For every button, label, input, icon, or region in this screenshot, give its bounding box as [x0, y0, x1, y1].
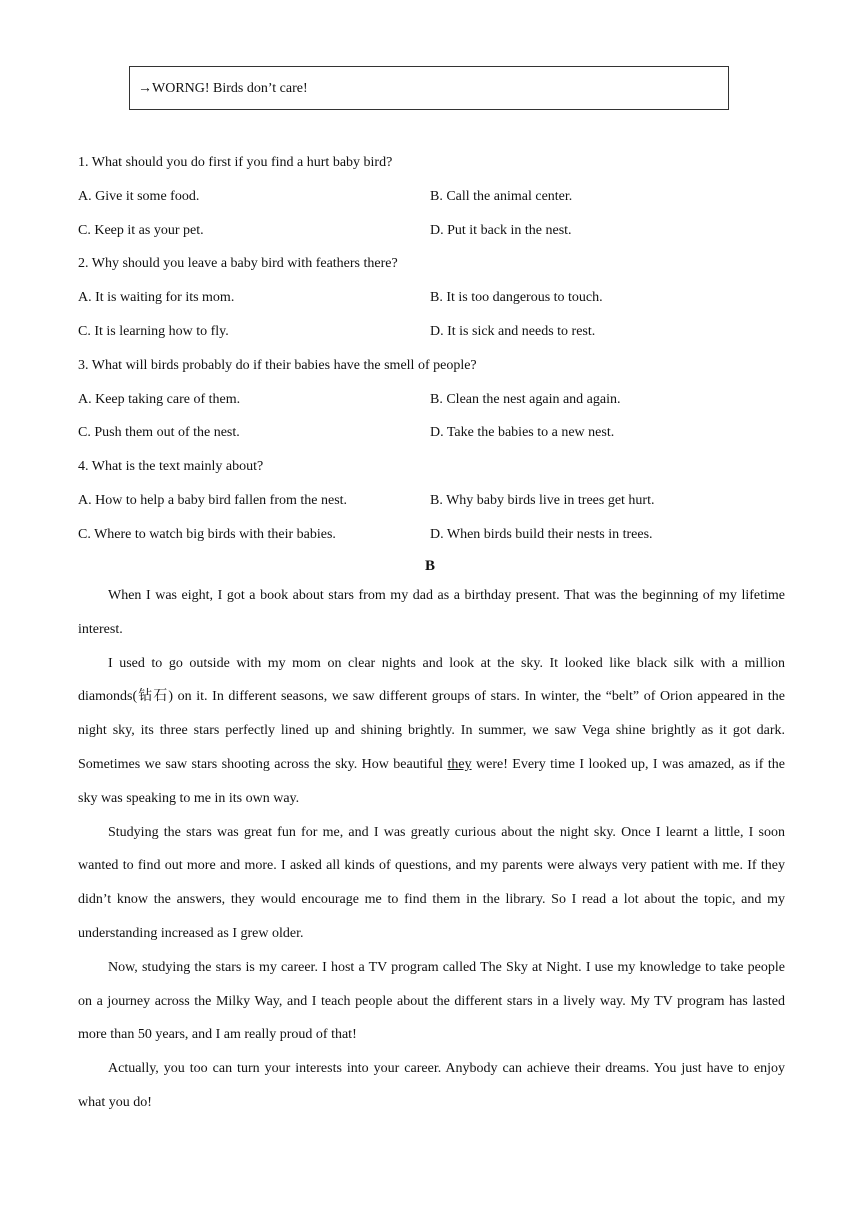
- option-row: [78, 383, 788, 417]
- option-d: D. When birds build their nests in trees.: [430, 526, 653, 542]
- paragraph-text: I used to go outside with my mom on clear nights and look at the sky. It looked like black silk with a million diamonds(钻石) on it. In different seasons, we saw different groups of stars. In winter, the “belt” of Orion appeared in the night sky, its three stars perfectly lined up and shining brightly. In summer, we saw Vega shine brightly as it got dark. Sometimes we saw stars shooting across the sky. How beautiful: [78, 655, 785, 772]
- option-row: [78, 518, 788, 552]
- option-row: [78, 416, 788, 450]
- option-d: D. Take the babies to a new nest.: [430, 425, 615, 441]
- option-row: [78, 281, 788, 315]
- option-d: D. It is sick and needs to rest.: [430, 323, 596, 339]
- paragraph: [78, 647, 785, 816]
- option-a: A. Keep taking care of them.: [78, 391, 241, 407]
- option-c: C. Keep it as your pet.: [78, 222, 204, 238]
- option-c: C. It is learning how to fly.: [78, 323, 229, 339]
- option-a: A. Give it some food.: [78, 188, 200, 204]
- paragraph: Studying the stars was great fun for me, and I was greatly curious about the night sky. Once I learnt a little, I soon wanted to find out more and more. I asked all kinds of questions, and my parents were always very patient with me. If they didn’t know the answers, they would encourage me to find them in the library. So I read a lot about the topic, and my understanding increased as I grew older.: [78, 824, 785, 941]
- paragraph: When I was eight, I got a book about stars from my dad as a birthday present. That was the beginning of my lifetime interest.: [78, 588, 785, 637]
- option-c: C. Where to watch big birds with their babies.: [78, 526, 336, 542]
- option-c: C. Push them out of the nest.: [78, 425, 240, 441]
- option-b: B. It is too dangerous to touch.: [430, 290, 603, 306]
- paragraph: Actually, you too can turn your interests into your career. Anybody can achieve their dreams. You just have to enjoy what you do!: [78, 1061, 785, 1110]
- option-a: A. It is waiting for its mom.: [78, 290, 235, 306]
- option-a: A. How to help a baby bird fallen from the nest.: [78, 492, 348, 508]
- option-row: [78, 214, 788, 248]
- paragraph: Now, studying the stars is my career. I host a TV program called The Sky at Night. I use my knowledge to take people on a journey across the Milky Way, and I teach people about the different stars in a lively way. My TV program has lasted more than 50 years, and I am really proud of that!: [78, 959, 785, 1043]
- option-d: D. Put it back in the nest.: [430, 222, 572, 238]
- option-row: [78, 180, 788, 214]
- paragraph-text: were! Every time I looked up, I was amazed, as if the sky was speaking to me in its own way.: [78, 756, 785, 806]
- question-stem: 3. What will birds probably do if their babies have the smell of people?: [78, 357, 477, 373]
- option-row: [78, 484, 788, 518]
- section-heading: B: [424, 558, 435, 574]
- option-b: B. Why baby birds live in trees get hurt.: [430, 492, 655, 508]
- underlined-word: they: [447, 756, 472, 772]
- question-stem: 1. What should you do first if you find a hurt baby bird?: [78, 155, 393, 170]
- reading-passage: [78, 579, 785, 1120]
- question-stem: 4. What is the text mainly about?: [78, 459, 264, 475]
- boxed-note: →WORNG! Birds don’t care!: [129, 66, 729, 110]
- question-stem: 2. Why should you leave a baby bird with feathers there?: [78, 256, 398, 272]
- question-list: [78, 146, 788, 552]
- option-b: B. Clean the nest again and again.: [430, 391, 621, 407]
- option-row: [78, 315, 788, 349]
- option-b: B. Call the animal center.: [430, 188, 573, 204]
